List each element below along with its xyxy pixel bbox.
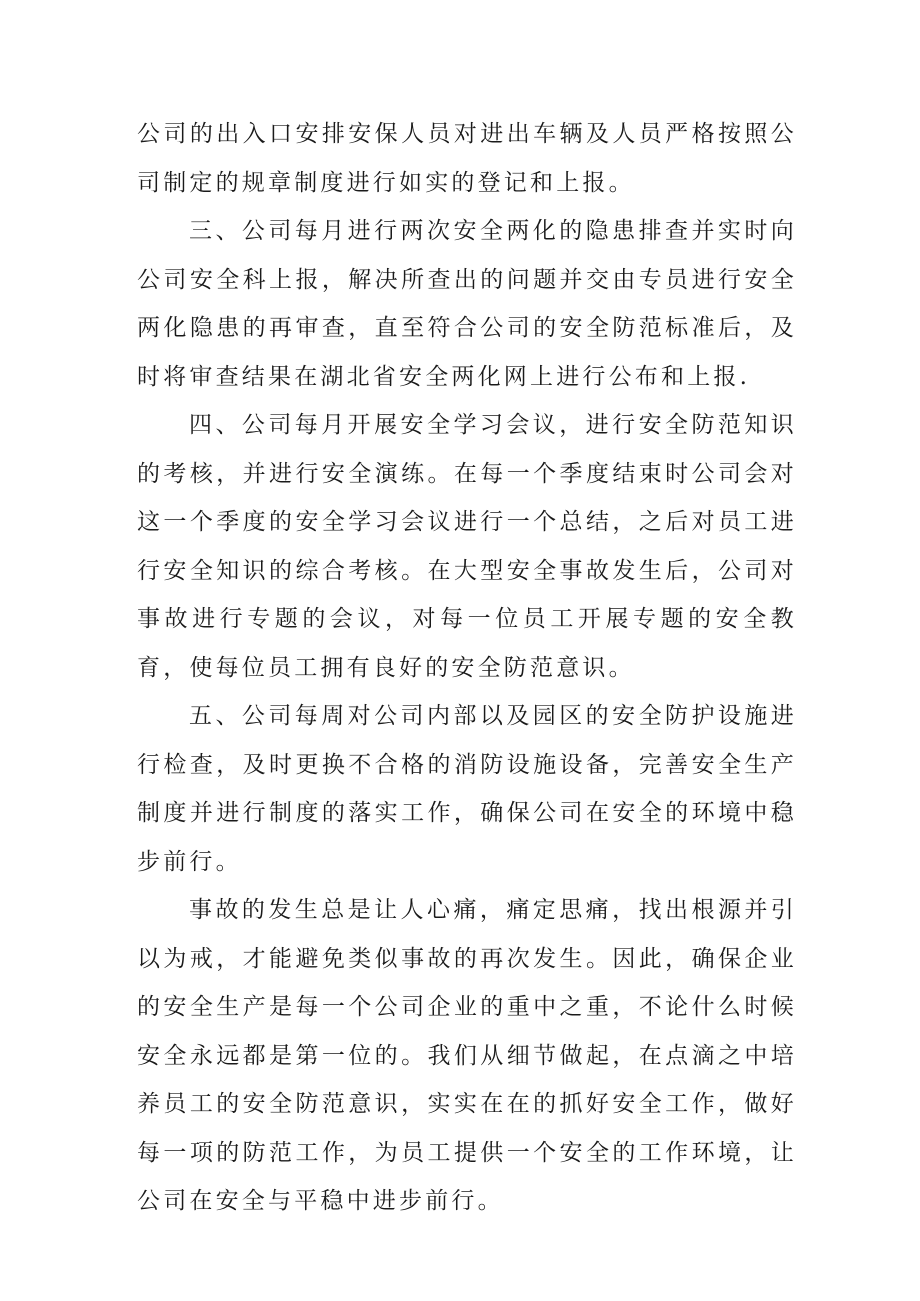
paragraph-conclusion: 事故的发生总是让人心痛，痛定思痛，找出根源并引以为戒，才能避免类似事故的再次发生。因此，确保企业的安全生产是每一个公司企业的重中之重，不论什么时候安全永远都是第一位的。我们从细节做起，在点滴之中培养员工的安全防范意识，实实在在的抓好安全工作，做好每一项的防范工作，为员工提供一个安全的工作环境，让公司在安全与平稳中进步前行。 <box>137 897 797 1214</box>
document-body <box>137 110 797 1226</box>
paragraph-section-five: 五、公司每周对公司内部以及园区的安全防护设施进行检查，及时更换不合格的消防设施设备，完善安全生产制度并进行制度的落实工作，确保公司在安全的环境中稳步前行。 <box>137 703 797 875</box>
paragraph-continuation: 公司的出入口安排安保人员对进出车辆及人员严格按照公司制定的规章制度进行如实的登记和上报。 <box>137 121 797 196</box>
paragraph-section-four: 四、公司每月开展安全学习会议，进行安全防范知识的考核，并进行安全演练。在每一个季度结束时公司会对这一个季度的安全学习会议进行一个总结，之后对员工进行安全知识的综合考核。在大型安全事故发生后，公司对事故进行专题的会议，对每一位员工开展专题的安全教育，使每位员工拥有良好的安全防范意识。 <box>137 412 797 681</box>
paragraph-section-three: 三、公司每月进行两次安全两化的隐患排查并实时向公司安全科上报，解决所查出的问题并交由专员进行安全两化隐患的再审查，直至符合公司的安全防范标准后，及时将审查结果在湖北省安全两化网上进行公布和上报. <box>137 218 797 390</box>
